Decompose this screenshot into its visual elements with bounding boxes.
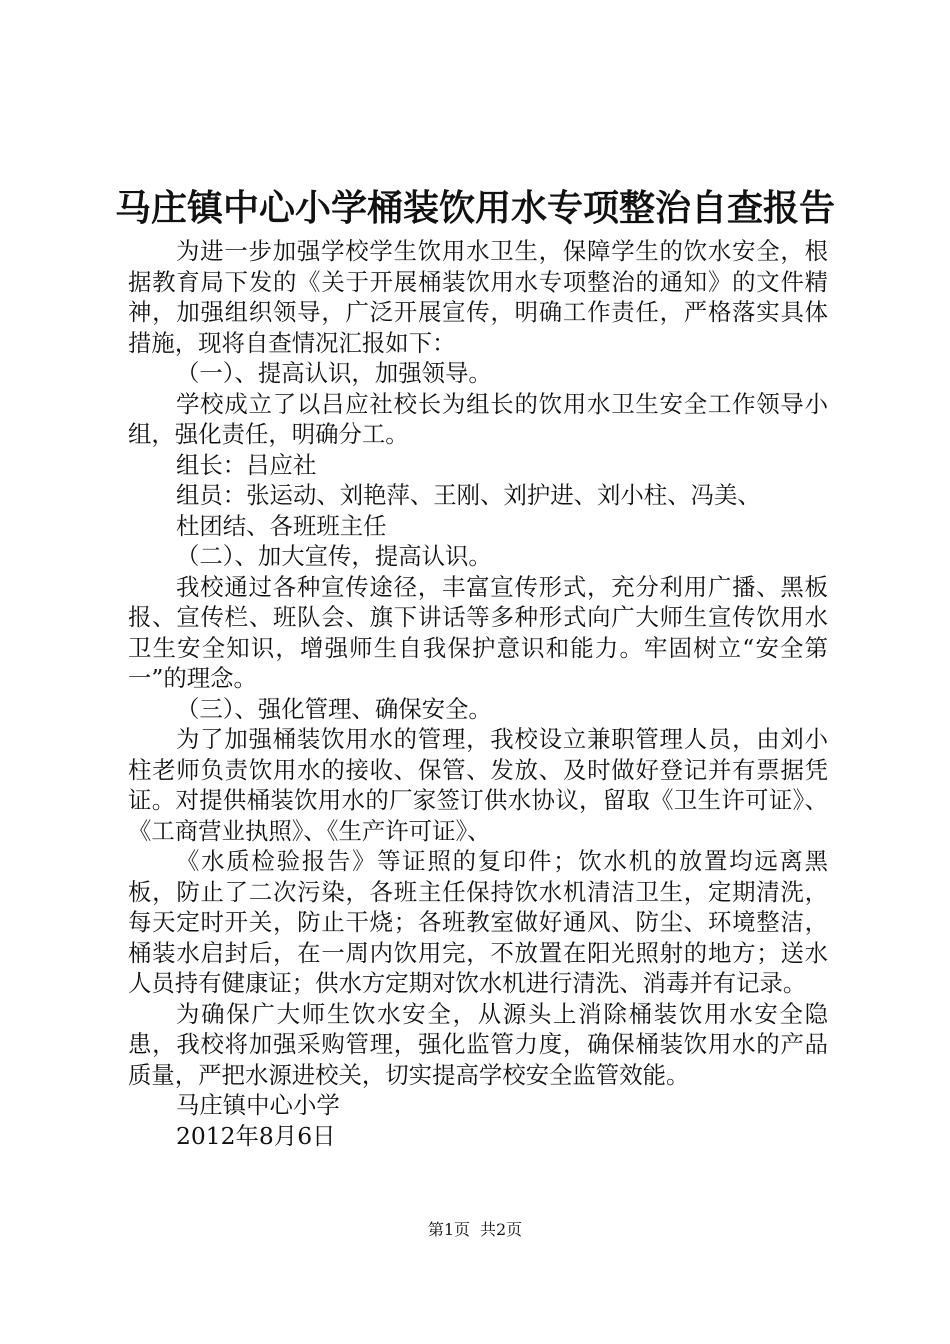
intro-paragraph: 为进一步加强学校学生饮用水卫生，保障学生的饮水安全，根据教育局下发的《关于开展桶装饮用水专项整治的通知》的文件精神，加强组织领导，广泛开展宣传，明确工作责任，严格落实具体措施，现将自查情况汇报如下：	[128, 237, 828, 357]
signature-org: 马庄镇中心小学	[176, 1091, 340, 1119]
members-line-1: 组员：张运动、刘艳萍、王刚、刘护进、刘小柱、冯美、	[176, 481, 761, 509]
section-1-heading: （一）、提高认识，加强领导。	[176, 359, 492, 387]
page-number-current: 第1页	[427, 1220, 470, 1239]
document-title: 马庄镇中心小学桶装饮用水专项整治自查报告	[114, 187, 835, 229]
section-1-body: 学校成立了以吕应社校长为组长的饮用水卫生安全工作领导小组，强化责任，明确分工。	[128, 389, 828, 448]
document-body	[128, 236, 828, 1151]
section-3-body-b: 《水质检验报告》等证照的复印件；饮水机的放置均远离黑板，防止了二次污染，各班主任保持饮水机清洁卫生，定期清洗，每天定时开关，防止干烧；各班教室做好通风、防尘、环境整洁，桶装水启封后，在一周内饮用完，不放置在阳光照射的地方；送水人员持有健康证；供水方定期对饮水机进行清洗、消毒并有记录。	[128, 847, 828, 997]
members-line-2: 杜团结、各班班主任	[176, 511, 387, 540]
leader-line: 组长：吕应社	[176, 450, 317, 479]
section-2-body: 我校通过各种宣传途径，丰富宣传形式，充分利用广播、黑板报、宣传栏、班队会、旗下讲话等多种形式向广大师生宣传饮用水卫生安全知识，增强师生自我保护意识和能力。牢固树立“安全第一”的理念。	[128, 572, 828, 692]
page-number-total: 共2页	[480, 1220, 523, 1239]
conclusion-paragraph: 为确保广大师生饮水安全，从源头上消除桶装饮用水安全隐患，我校将加强采购管理，强化监管力度，确保桶装饮用水的产品质量，严把水源进校关，切实提高学校安全监管效能。	[128, 999, 828, 1089]
signature-date: 2012年8月6日	[176, 1121, 336, 1150]
page-footer	[0, 1218, 950, 1242]
section-3-body-a: 为了加强桶装饮用水的管理，我校设立兼职管理人员，由刘小柱老师负责饮用水的接收、保管、发放、及时做好登记并有票据凭证。对提供桶装饮用水的厂家签订供水协议，留取《卫生许可证》、《工商营业执照》、《生产许可证》、	[128, 725, 828, 845]
section-3-heading: （三）、强化管理、确保安全。	[176, 694, 492, 723]
section-2-heading: （二）、加大宣传，提高认识。	[176, 542, 492, 570]
